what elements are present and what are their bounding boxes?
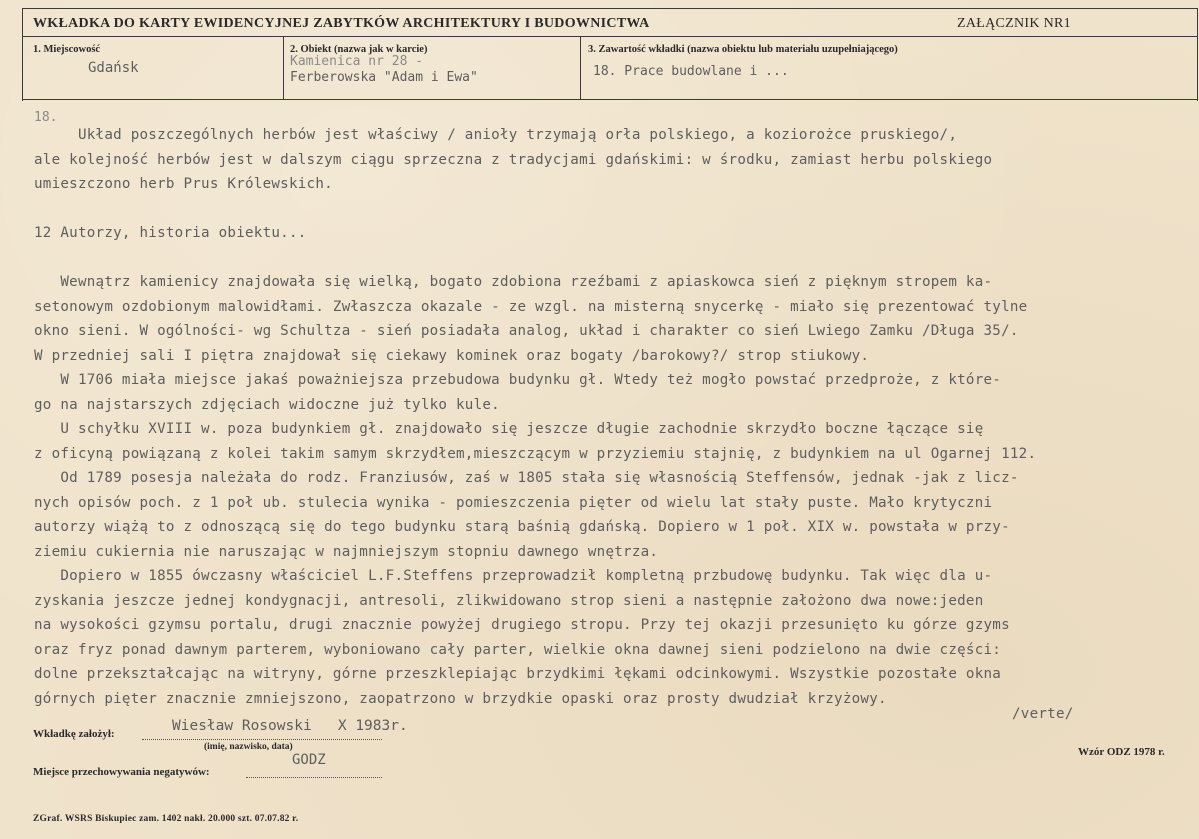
verte-note: /verte/: [1012, 706, 1074, 722]
body-line: zyskania jeszcze jednej kondygnacji, antresoli, zlikwidowano strop sieni a następnie założono dwa nowe:jeden: [34, 592, 984, 609]
fields-divider-2: [580, 36, 581, 100]
content-value: 18. Prace budowlane i ...: [593, 64, 789, 79]
body-line: W przedniej sali I piętra znajdował się ciekawy kominek oraz bogaty /barokowy?/ strop stiukowy.: [34, 347, 870, 364]
storage-dotted-line: [246, 777, 382, 778]
founder-label: Wkładkę założył:: [33, 728, 115, 740]
body-line: Wewnątrz kamienicy znajdowała się wielką, bogato zdobiona rzeźbami z apiaskowca sień z pięknym stropem ka-: [34, 274, 993, 290]
object-value-line1: Kamienica nr 28 -: [290, 54, 424, 69]
founder-value: Wiesław Rosowski X 1983r.: [172, 718, 408, 734]
object-value-line2: Ferberowska "Adam i Ewa": [290, 70, 478, 85]
body-line: W 1706 miała miejsce jakaś poważniejsza przebudowa budynku gł. Wtedy też mogło powstać przedproże, z które-: [34, 372, 1002, 388]
fields-divider-1: [283, 36, 284, 100]
body-line: nych opisów poch. z 1 poł ub. stulecia wynika - pomieszczenia pięter od wielu lat stały puste. Mało krytyczni: [34, 494, 993, 511]
storage-label: Miejsce przechowywania negatywów:: [33, 766, 210, 778]
header-divider: [22, 36, 1197, 37]
body-line: go na najstarszych zdjęciach widoczne już tylko kule.: [34, 396, 500, 413]
attachment-number: ZAŁĄCZNIK NR1: [957, 16, 1071, 31]
body-line: okno sieni. W ogólności- wg Schultza - sień posiadała analog, układ i charakter co sień Lwiego Zamku /Długa 35/.: [34, 323, 1019, 339]
body-line: górnych pięter znacznie zmniejszono, zaopatrzono w brzydkie opaski oraz prosty dwudział krzyżowy.: [34, 690, 887, 707]
body-line: Od 1789 posesja należała do rodz. Franziusów, zaś w 1805 stała się własnością Steffensów, jednak -jak z licz-: [34, 470, 1019, 486]
body-line: Dopiero w 1855 ówczasny właściciel L.F.Steffens przeprowadził kompletną przbudowę budynku. Tak więc dla u-: [34, 568, 993, 584]
body-line: dolne przekształcając na witryny, górne przeszklepiając brzydkimi łękami odcinkowymi. Wszystkie pozostałe okna: [34, 666, 1002, 682]
body-line: ziemiu cukiernia nie naruszając w najmniejszym stopniu dawnego wnętrza.: [34, 543, 659, 560]
place-label: 1. Miejscowość: [33, 44, 101, 55]
place-value: Gdańsk: [88, 60, 139, 76]
object-label: 2. Obiekt (nazwa jak w karcie): [290, 44, 428, 55]
body-line: ale kolejność herbów jest w dalszym ciągu sprzeczna z tradycjami gdańskimi: w środku, zamiast herbu polskiego: [34, 151, 993, 168]
body-line: Układ poszczególnych herbów jest właściwy / anioły trzymają orła polskiego, a koziorożce pruskiego/,: [34, 127, 958, 143]
body-line: autorzy wiążą to z odnoszącą się do tego budynku starą baśnią gdańską. Dopiero w 1 poł. XIX w. powstała w przy-: [34, 519, 1010, 535]
body-line: umieszczono herb Prus Królewskich.: [34, 176, 333, 192]
body-line: na wysokości gzymsu portalu, drugi znacznie powyżej drugiego stropu. Przy tej okazji przesunięto ku górze gzyms: [34, 617, 1010, 633]
page-marker: 18.: [34, 110, 58, 125]
content-label: 3. Zawartość wkładki (nazwa obiektu lub materiału uzupełniającego): [588, 44, 898, 55]
form-reference: Wzór ODZ 1978 r.: [1078, 746, 1165, 758]
body-line: 12 Autorzy, historia obiektu...: [34, 225, 307, 241]
storage-value: GODZ: [292, 752, 326, 768]
body-line: oraz fryz ponad dawnym parterem, wyboniowano cały parter, wielkie okna dawnej sieni podzielono na dwie części:: [34, 641, 1002, 658]
body-line: U schyłku XVIII w. poza budynkiem gł. znajdowało się jeszcze długie zachodnie skrzydło boczne łączące się: [34, 421, 984, 437]
body-line: z oficyną powiązaną z kolei takim samym skrzydłem,mieszczącym w przyziemiu stajnię, z budynkiem na ul Ogarnej 112.: [34, 445, 1037, 462]
card-title: WKŁADKA DO KARTY EWIDENCYJNEJ ZABYTKÓW ARCHITEKTURY I BUDOWNICTWA: [33, 16, 650, 31]
founder-hint: (imię, nazwisko, data): [204, 742, 293, 752]
fields-bottom-border: [22, 99, 1197, 100]
body-line: setonowym ozdobionym malowidłami. Zwłaszcza okazale - ze wzgl. na misterną snycerkę - miało się prezentować tylne: [34, 298, 1028, 315]
printer-imprint: ZGraf. WSRS Biskupiec zam. 1402 nakł. 20.000 szt. 07.07.82 r.: [33, 814, 299, 824]
founder-dotted-line: [142, 739, 382, 740]
